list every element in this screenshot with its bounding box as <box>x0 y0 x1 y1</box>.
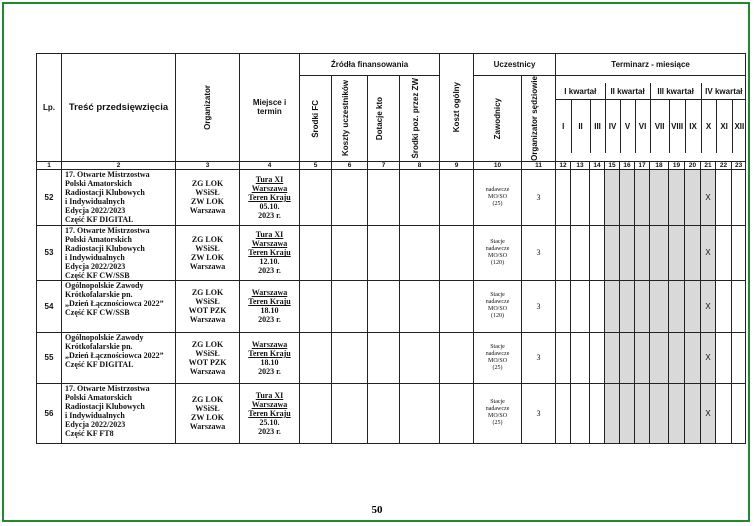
header-month: VI <box>635 99 650 153</box>
column-number: 20 <box>685 161 701 169</box>
column-number: 1 <box>37 161 62 169</box>
row-zawodnicy: nadawcze MO/SO (25) <box>474 169 522 225</box>
header-zrodla: Źródła finansowania <box>300 54 440 76</box>
column-number: 11 <box>522 161 556 169</box>
months-row <box>556 99 746 153</box>
header-q1: I kwartał <box>556 83 605 99</box>
row-miejsce: Tura XI Warszawa Teren Kraju 05.10. 2023 r. <box>240 169 300 225</box>
header-organizator-sedziowie: Organizator sędziowie <box>522 76 556 162</box>
month-cell <box>620 280 635 332</box>
header-q4: IV kwartał <box>701 83 746 99</box>
header-q2: II kwartał <box>605 83 650 99</box>
row-organizator: ZG LOK WSiSŁ ZW LOK Warszawa <box>176 383 240 443</box>
row-empty-cell <box>400 332 440 383</box>
row-empty-cell <box>440 332 474 383</box>
row-miejsce: Warszawa Teren Kraju 18.10 2023 r. <box>240 332 300 383</box>
month-cell <box>650 332 669 383</box>
row-zawodnicy: Stacje nadawcze MO/SO (120) <box>474 280 522 332</box>
month-cell <box>605 280 620 332</box>
month-cell <box>620 332 635 383</box>
header-month: XI <box>716 99 732 153</box>
header-srodki-fc: Środki FC <box>300 76 332 162</box>
row-lp: 56 <box>37 383 62 443</box>
column-number: 23 <box>732 161 746 169</box>
row-zawodnicy: Stacje nadawcze MO/SO (25) <box>474 332 522 383</box>
month-cell <box>620 225 635 280</box>
column-number: 6 <box>332 161 368 169</box>
table-row <box>37 169 746 225</box>
row-empty-cell <box>368 383 400 443</box>
month-cell <box>732 280 746 332</box>
row-empty-cell <box>300 225 332 280</box>
column-number: 4 <box>240 161 300 169</box>
row-tresc: 17. Otwarte Mistrzostwa Polski Amatorskich Radiostacji Klubowych i Indywidualnych Edycja 2022/2023 Część KF CW/SSB <box>62 225 176 280</box>
row-lp: 55 <box>37 332 62 383</box>
month-cell <box>650 383 669 443</box>
month-cell <box>590 332 605 383</box>
column-number: 19 <box>669 161 685 169</box>
month-cell <box>590 383 605 443</box>
month-cell: X <box>701 169 716 225</box>
page-number: 50 <box>371 504 383 516</box>
row-empty-cell <box>400 280 440 332</box>
row-lp: 53 <box>37 225 62 280</box>
header-month: VIII <box>669 99 685 153</box>
month-cell <box>635 383 650 443</box>
month-cell <box>635 169 650 225</box>
header-month: IX <box>685 99 701 153</box>
row-tresc: Ogólnopolskie Zawody Krótkofalarskie pn. „Dzień Łącznościowca 2022” Część KF CW/SSB <box>62 280 176 332</box>
row-zawodnicy: Stacje nadawcze MO/SO (120) <box>474 225 522 280</box>
header-month: V <box>620 99 635 153</box>
table-row <box>37 280 746 332</box>
month-cell <box>571 332 590 383</box>
month-cell <box>650 280 669 332</box>
header-month: X <box>701 99 716 153</box>
month-cell <box>590 280 605 332</box>
row-empty-cell <box>440 169 474 225</box>
row-organizator: ZG LOK WSiSŁ ZW LOK Warszawa <box>176 225 240 280</box>
column-number: 10 <box>474 161 522 169</box>
month-cell <box>620 169 635 225</box>
header-month: I <box>556 99 571 153</box>
month-cell <box>716 383 732 443</box>
table-row <box>37 225 746 280</box>
header-lp: Lp. <box>37 54 62 162</box>
month-cell: X <box>701 225 716 280</box>
row-sedziowie: 3 <box>522 280 556 332</box>
header-miejsce: Miejsce i termin <box>240 54 300 162</box>
month-cell <box>556 225 571 280</box>
row-empty-cell <box>440 280 474 332</box>
row-empty-cell <box>300 280 332 332</box>
month-cell <box>571 225 590 280</box>
row-empty-cell <box>368 225 400 280</box>
column-number-row <box>37 161 746 169</box>
row-empty-cell <box>332 383 368 443</box>
row-empty-cell <box>300 383 332 443</box>
header-koszty-uczestnikow: Koszty uczestników <box>332 76 368 162</box>
month-cell <box>732 225 746 280</box>
month-cell <box>635 280 650 332</box>
month-cell <box>669 383 685 443</box>
month-cell <box>590 225 605 280</box>
row-sedziowie: 3 <box>522 383 556 443</box>
month-cell <box>605 332 620 383</box>
month-cell <box>605 169 620 225</box>
header-quarters <box>556 76 746 162</box>
month-cell <box>571 280 590 332</box>
header-zawodnicy: Zawodnicy <box>474 76 522 162</box>
row-sedziowie: 3 <box>522 225 556 280</box>
row-empty-cell <box>332 332 368 383</box>
header-tresc: Treść przedsięwzięcia <box>62 54 176 162</box>
month-cell: X <box>701 332 716 383</box>
row-organizator: ZG LOK WSiSŁ ZW LOK Warszawa <box>176 169 240 225</box>
month-cell <box>605 225 620 280</box>
header-q3: III kwartał <box>650 83 701 99</box>
month-cell <box>650 225 669 280</box>
month-cell <box>669 225 685 280</box>
row-lp: 54 <box>37 280 62 332</box>
row-empty-cell <box>400 169 440 225</box>
row-tresc: Ogólnopolskie Zawody Krótkofalarskie pn. „Dzień Łącznościowca 2022” Część KF DIGITAL <box>62 332 176 383</box>
column-number: 21 <box>701 161 716 169</box>
month-cell <box>716 225 732 280</box>
row-sedziowie: 3 <box>522 169 556 225</box>
header-uczestnicy: Uczestnicy <box>474 54 556 76</box>
month-cell <box>650 169 669 225</box>
month-cell <box>556 383 571 443</box>
row-empty-cell <box>332 280 368 332</box>
column-number: 17 <box>635 161 650 169</box>
month-cell: X <box>701 383 716 443</box>
row-lp: 52 <box>37 169 62 225</box>
month-cell <box>556 332 571 383</box>
row-empty-cell <box>368 280 400 332</box>
month-cell <box>669 332 685 383</box>
row-miejsce: Warszawa Teren Kraju 18.10 2023 r. <box>240 280 300 332</box>
row-empty-cell <box>368 169 400 225</box>
quarters-subtable <box>556 83 746 153</box>
header-month: II <box>571 99 590 153</box>
header-dotacje-kto: Dotacje kto <box>368 76 400 162</box>
month-cell <box>635 332 650 383</box>
month-cell <box>716 332 732 383</box>
row-empty-cell <box>440 225 474 280</box>
row-miejsce: Tura XI Warszawa Teren Kraju 12.10. 2023 r. <box>240 225 300 280</box>
month-cell <box>571 169 590 225</box>
month-cell <box>635 225 650 280</box>
month-cell <box>685 280 701 332</box>
column-number: 7 <box>368 161 400 169</box>
row-tresc: 17. Otwarte Mistrzostwa Polski Amatorskich Radiostacji Klubowych i Indywidualnych Edycja 2022/2023 Część KF DIGITAL <box>62 169 176 225</box>
row-empty-cell <box>400 383 440 443</box>
column-number: 8 <box>400 161 440 169</box>
month-cell <box>732 169 746 225</box>
column-number: 13 <box>571 161 590 169</box>
column-number: 9 <box>440 161 474 169</box>
row-empty-cell <box>400 225 440 280</box>
header-month: III <box>590 99 605 153</box>
month-cell <box>556 280 571 332</box>
column-number: 15 <box>605 161 620 169</box>
table-row <box>37 383 746 443</box>
table-row <box>37 332 746 383</box>
column-number: 14 <box>590 161 605 169</box>
column-number: 16 <box>620 161 635 169</box>
month-cell <box>716 169 732 225</box>
row-empty-cell <box>368 332 400 383</box>
header-month: IV <box>605 99 620 153</box>
row-zawodnicy: Stacje nadawcze MO/SO (25) <box>474 383 522 443</box>
schedule-table <box>36 53 746 444</box>
header-koszt-ogolny: Koszt ogólny <box>440 54 474 162</box>
row-empty-cell <box>440 383 474 443</box>
month-cell <box>620 383 635 443</box>
row-empty-cell <box>300 332 332 383</box>
month-cell <box>571 383 590 443</box>
month-cell <box>685 225 701 280</box>
column-number: 18 <box>650 161 669 169</box>
header-organizator: Organizator <box>176 54 240 162</box>
row-empty-cell <box>332 225 368 280</box>
row-miejsce: Tura XI Warszawa Teren Kraju 25.10. 2023 r. <box>240 383 300 443</box>
month-cell <box>556 169 571 225</box>
month-cell <box>605 383 620 443</box>
month-cell <box>590 169 605 225</box>
month-cell: X <box>701 280 716 332</box>
row-empty-cell <box>300 169 332 225</box>
month-cell <box>669 280 685 332</box>
month-cell <box>669 169 685 225</box>
header-month: XII <box>732 99 746 153</box>
month-cell <box>685 332 701 383</box>
header-terminarz: Terminarz - miesiące <box>556 54 746 76</box>
month-cell <box>685 383 701 443</box>
month-cell <box>732 332 746 383</box>
column-number: 5 <box>300 161 332 169</box>
header-month: VII <box>650 99 669 153</box>
month-cell <box>685 169 701 225</box>
month-cell <box>732 383 746 443</box>
month-cell <box>716 280 732 332</box>
row-tresc: 17. Otwarte Mistrzostwa Polski Amatorskich Radiostacji Klubowych i Indywidualnych Edycja 2022/2023 Część KF FT8 <box>62 383 176 443</box>
row-organizator: ZG LOK WSiSŁ WOT PZK Warszawa <box>176 332 240 383</box>
column-number: 22 <box>716 161 732 169</box>
column-number: 12 <box>556 161 571 169</box>
row-organizator: ZG LOK WSiSŁ WOT PZK Warszawa <box>176 280 240 332</box>
column-number: 3 <box>176 161 240 169</box>
row-sedziowie: 3 <box>522 332 556 383</box>
row-empty-cell <box>332 169 368 225</box>
table-body <box>37 169 746 443</box>
column-number: 2 <box>62 161 176 169</box>
header-srodki-poz: Środki poz. przez ZW <box>400 76 440 162</box>
